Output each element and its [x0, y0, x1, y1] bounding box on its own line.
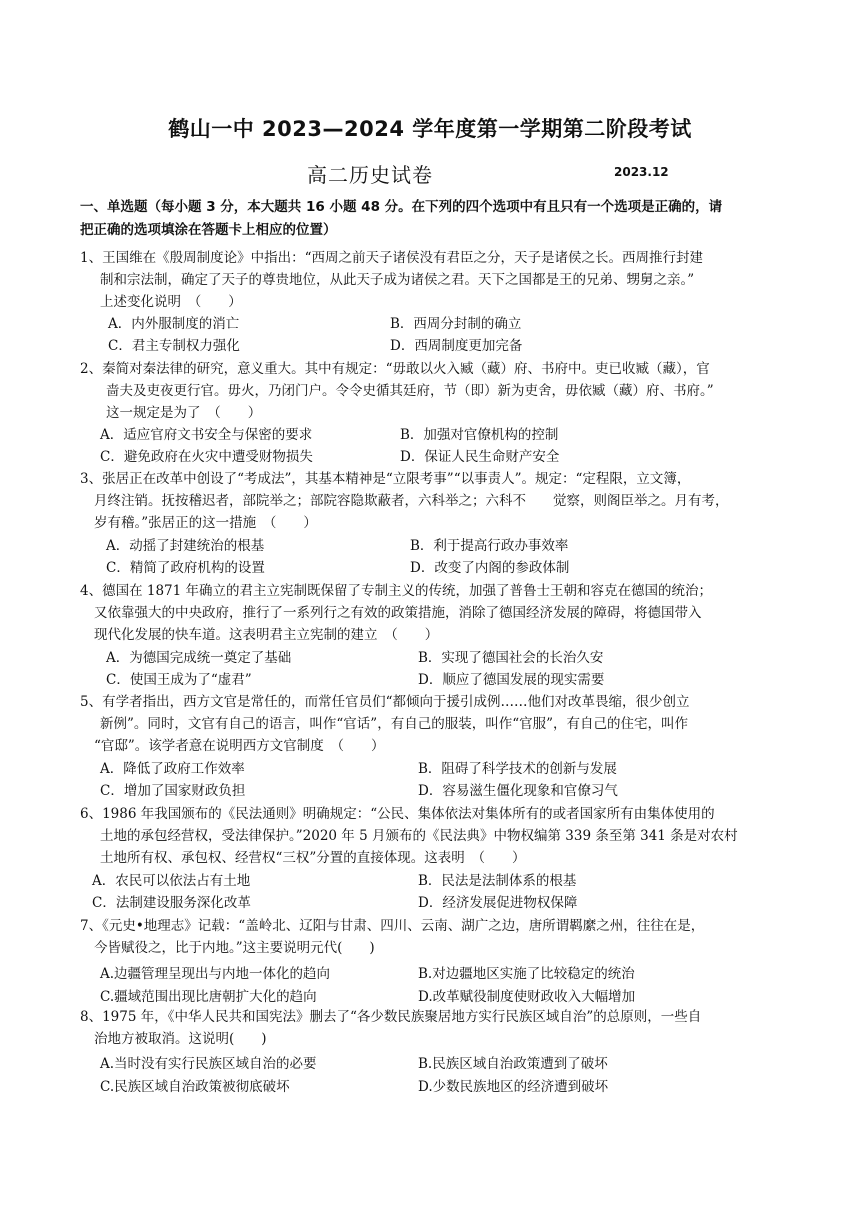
question-text-line: 现代化发展的快车道。这表明君主立宪制的建立 （ ）: [94, 627, 439, 643]
question-text-line: 4、德国在 1871 年确立的君主立宪制既保留了专制主义的传统，加强了普鲁士王朝和容克在德国的统治；: [80, 583, 713, 599]
question-text-line: 月终注销。抚按稽迟者，部院举之；部院容隐欺蔽者，六科举之；六科不 觉察，则阁臣举之。月有考，: [94, 493, 729, 509]
exam-title: 鹤山一中 2023—2024 学年度第一学期第二阶段考试: [168, 117, 692, 141]
question-text-line: 土地的承包经营权，受法律保护。”2020 年 5 月颁布的《民法典》中物权编第 339 条至第 341 条是对农村: [100, 828, 738, 844]
option-d: D.少数民族地区的经济遭到破坏: [418, 1079, 609, 1095]
question-text-line: 制和宗法制，确定了天子的尊贵地位，从此天子成为诸侯之君。天下之国都是王的兄弟、甥舅之亲。”: [100, 272, 695, 288]
option-d: D．保证人民生命财产安全: [400, 449, 560, 465]
option-c: C．增加了国家财政负担: [100, 783, 246, 799]
subtitle-row: [0, 159, 860, 189]
option-d: D．西周制度更加完备: [390, 338, 523, 354]
question-text-line: 8、1975 年，《中华人民共和国宪法》删去了“各少数民族聚居地方实行民族区域自治”的总原则，一些自: [80, 1009, 702, 1025]
question-text-line: 啬夫及吏夜更行官。毋火，乃闭门户。令令史循其廷府，节（即）新为吏舍，毋依臧（藏）府、书府。”: [106, 383, 714, 399]
option-a: A.边疆管理呈现出与内地一体化的趋向: [100, 966, 331, 982]
question-text-line: 上述变化说明 （ ）: [100, 294, 242, 310]
question-text-line: 7、《元史•地理志》记载：“盖岭北、辽阳与甘肃、四川、云南、湖广之边，唐所谓羁縻之州，往往在是，: [80, 918, 705, 934]
question-text-line: 这一规定是为了 （ ）: [106, 405, 262, 421]
question-text-line: 治地方被取消。这说明( ): [94, 1031, 267, 1047]
option-d: D．经济发展促进物权保障: [418, 895, 578, 911]
option-b: B.民族区域自治政策遭到了破坏: [418, 1056, 608, 1072]
option-c: C．君主专制权力强化: [108, 338, 240, 354]
option-a: A．适应官府文书安全与保密的要求: [100, 427, 313, 443]
option-c: C.民族区域自治政策被彻底破坏: [100, 1079, 290, 1095]
option-b: B．民法是法制体系的根基: [418, 873, 577, 889]
option-b: B．加强对官僚机构的控制: [400, 427, 559, 443]
option-c: C．使国王成为了“虚君”: [106, 672, 252, 688]
option-a: A．降低了政府工作效率: [100, 761, 245, 777]
option-c: C．精简了政府机构的设置: [106, 560, 265, 576]
question-text-line: 6、1986 年我国颁布的《民法通则》明确规定：“公民、集体依法对集体所有的或者国家所有由集体使用的: [80, 806, 715, 822]
option-b: B．实现了德国社会的长治久安: [418, 650, 604, 666]
question-text-line: 又依靠强大的中央政府，推行了一系列行之有效的政策措施，消除了德国经济发展的障碍，将德国带入: [94, 605, 702, 621]
question-text-line: 1、王国维在《殷周制度论》中指出：“西周之前天子诸侯没有君臣之分，天子是诸侯之长。西周推行封建: [80, 250, 703, 266]
option-a: A.当时没有实行民族区域自治的必要: [100, 1056, 317, 1072]
option-c: C．法制建设服务深化改革: [92, 895, 251, 911]
option-d: D．顺应了德国发展的现实需要: [418, 672, 605, 688]
option-d: D．容易滋生僵化现象和官僚习气: [418, 783, 618, 799]
exam-subtitle: 高二历史试卷: [307, 163, 433, 187]
option-c: C.疆域范围出现比唐朝扩大化的趋向: [100, 989, 317, 1005]
question-text-line: 新例”。同时，文官有自己的语言，叫作“官话”，有自己的服装，叫作“官服”，有自己的住宅，叫作: [100, 716, 689, 732]
question-text-line: 5、有学者指出，西方文官是常任的，而常任官员们“都倾向于援引成例……他们对改革畏缩，很少创立: [80, 694, 690, 710]
question-text-line: 今皆赋役之，比于内地。”这主要说明元代( ): [94, 940, 375, 956]
option-d: D.改革赋役制度使财政收入大幅增加: [418, 989, 636, 1005]
option-a: A．内外服制度的消亡: [108, 316, 240, 332]
option-b: B.对边疆地区实施了比较稳定的统治: [418, 966, 635, 982]
option-a: A．动摇了封建统治的根基: [106, 538, 265, 554]
exam-date: 2023.12: [614, 165, 669, 179]
section-heading: [80, 196, 800, 242]
option-d: D．改变了内阁的参政体制: [410, 560, 570, 576]
section-heading-line: 一、单选题（每小题 3 分，本大题共 16 小题 48 分。在下列的四个选项中有且只有一个选项是正确的，请: [80, 199, 723, 215]
question-text-line: 土地所有权、承包权、经营权“三权”分置的直接体现。这表明 （ ）: [100, 850, 526, 866]
option-a: A．为德国完成统一奠定了基础: [106, 650, 292, 666]
question-text-line: 3、张居正在改革中创设了“考成法”，其基本精神是“立限考事”“以事责人”。规定：“定程限，立文簿，: [80, 471, 691, 487]
option-b: B．西周分封制的确立: [390, 316, 522, 332]
question-text-line: 2、秦简对秦法律的研究，意义重大。其中有规定：“毋敢以火入臧（藏）府、书府中。吏已收臧（藏），官: [80, 361, 710, 377]
option-b: B．利于提高行政办事效率: [410, 538, 569, 554]
section-heading-line: 把正确的选项填涂在答题卡上相应的位置）: [80, 222, 337, 238]
question-text-line: “官邸”。该学者意在说明西方文官制度 （ ）: [94, 738, 385, 754]
option-c: C．避免政府在火灾中遭受财物损失: [100, 449, 313, 465]
option-b: B．阻碍了科学技术的创新与发展: [418, 761, 617, 777]
option-a: A．农民可以依法占有土地: [92, 873, 251, 889]
question-text-line: 岁有稽。”张居正的这一措施 （ ）: [94, 515, 317, 531]
